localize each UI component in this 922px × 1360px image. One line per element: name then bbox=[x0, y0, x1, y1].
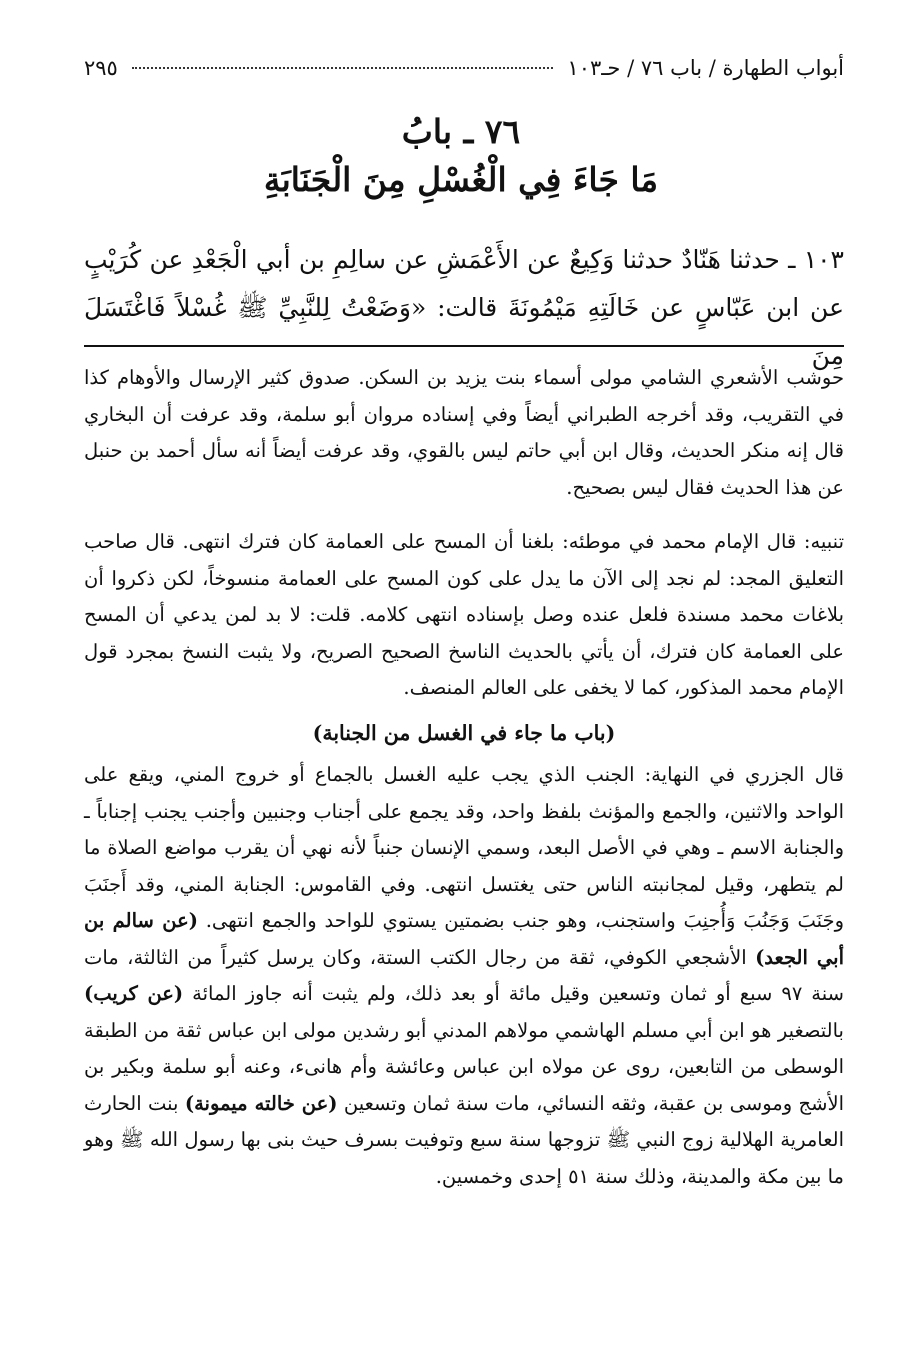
running-header bbox=[84, 56, 844, 80]
header-dot-leader bbox=[132, 67, 554, 69]
running-title: أبواب الطهارة / باب ٧٦ / حـ١٠٣ bbox=[567, 56, 844, 80]
chapter-number: ٧٦ ـ بابُ bbox=[401, 112, 521, 151]
footnote-lemma-salim: (عن سالم بن أبي الجعد) bbox=[84, 909, 844, 969]
footnote-p3-part-c: بالتصغير هو ابن أبي مسلم الهاشمي مولاهم المدني أبو رشدين مولى ابن عباس ثقة من الطبقة الوسطى من التابعين، روى عن مولاه ابن عباس وعائشة وأم هانىء، وعنه أبو سلمة وبكير بن الأشج وموسى بن عقبة، وثقه النسائي، مات سنة ثمان وتسعين bbox=[84, 1018, 844, 1115]
footnote-lemma-maymuna: (عن خالته ميمونة) bbox=[184, 1091, 338, 1115]
footnote-p3-part-a: قال الجزري في النهاية: الجنب الذي يجب عليه الغسل بالجماع أو خروج المني، ويقع على الواحد والاثنين، والجمع والمؤنث بلفظ واحد، وقد يجمع على أجناب وجنبين وأجنب يجنب إجناباً ـ والجنابة الاسم ـ وهي في الأصل البعد، وسمي الإنسان جنباً لأنه نهي أن يقرب مواضع الصلاة ما لم يتطهر، وقيل لمجانبته الناس حتى يغتسل انتهى. وفي القاموس: الجنابة المني، وقد أَجنَبَ وجَنَبَ وَجَنُبَ وَأُجنِبَ واستجنب، وهو جنب بضمتين يستوي للواحد والجمع انتهى. bbox=[84, 763, 845, 932]
hadith-text: ١٠٣ ـ حدثنا هَنّادٌ حدثنا وَكِيعٌ عن الأَعْمَشِ عن سالِمِ بن أبي الْجَعْدِ عن كُرَيْبٍ عن ابن عَبّاسٍ عن خَالَتِهِ مَيْمُونَةَ قالت: «وَضَعْتُ لِلنَّبِيِّ ﷺ غُسْلاً فَاغْتَسَلَ مِنَ bbox=[84, 245, 844, 370]
chapter-title: مَا جَاءَ فِي الْغُسْلِ مِنَ الْجَنَابَةِ bbox=[263, 160, 659, 199]
footnote-p3-part-d: بنت الحارث العامرية الهلالية زوج النبي ﷺ تزوجها سنة سبع وتوفيت بسرف حيث بنى بها رسول الله ﷺ وهو ما بين مكة والمدينة، وذلك سنة ٥١ إحدى وخمسين. bbox=[84, 1091, 844, 1188]
footnote-paragraph-3 bbox=[84, 757, 844, 1195]
page-number: ٢٩٥ bbox=[84, 56, 118, 80]
footnote-paragraph-1: حوشب الأشعري الشامي مولى أسماء بنت يزيد بن السكن. صدوق كثير الإرسال والأوهام كذا في التقريب، وقد أخرجه الطبراني أيضاً وفي إسناده مروان أبو سلمة، وقد عرفت أن البخاري قال إنه منكر الحديث، وقال ابن أبي حاتم ليس بالقوي، وقد عرفت أيضاً أنه سأل أحمد بن حنبل عن هذا الحديث فقال ليس بصحيح. bbox=[84, 366, 844, 499]
footnote-subheading: (باب ما جاء في الغسل من الجنابة) bbox=[312, 720, 616, 745]
footnote-p3-part-b: الأشجعي الكوفي، ثقة من رجال الكتب الستة، وكان يرسل كثيراً من الثالثة، مات سنة ٩٧ سبع أو ثمان وتسعين وقيل مائة أو بعد ذلك، ولم يثبت أنه جاوز المائة bbox=[84, 945, 844, 1005]
footnotes bbox=[84, 360, 844, 1195]
footnote-divider bbox=[84, 345, 844, 347]
footnote-paragraph-2: تنبيه: قال الإمام محمد في موطئه: بلغنا أن المسح على العمامة كان فترك انتهى. قال صاحب التعليق المجد: لم نجد إلى الآن ما يدل على كون المسح على العمامة منسوخاً، لكن ذكروا أن بلاغات محمد مسندة فلعل عنده وصل بإسناده انتهى كلامه. قلت: لا بد لمن يدعي أن المسح على العمامة كان فترك، أن يأتي بالحديث الناسخ الصحيح الصريح، ولا يثبت النسخ بمجرد قول الإمام محمد المذكور، كما لا يخفى على العالم المنصف. bbox=[84, 530, 844, 699]
footnote-lemma-kurayb: (عن كريب) bbox=[84, 982, 184, 1005]
